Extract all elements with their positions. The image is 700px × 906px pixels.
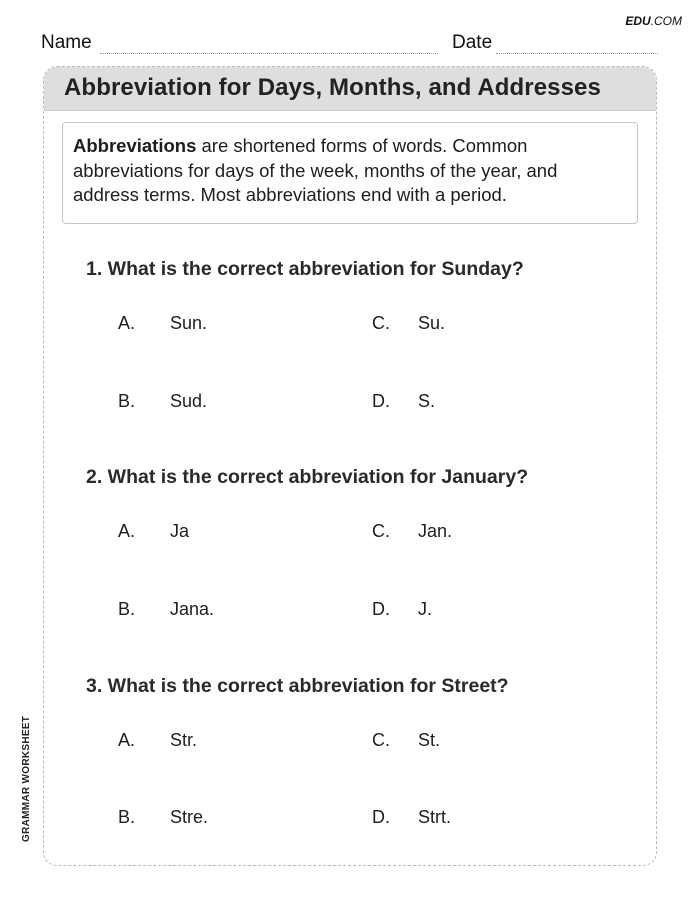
intro-term: Abbreviations <box>73 135 197 156</box>
answer-option-2d[interactable]: D. J. <box>372 599 433 619</box>
intro-box <box>62 122 638 224</box>
question-1: 1. What is the correct abbreviation for Sunday? <box>86 258 524 280</box>
answer-option-2c[interactable]: C. Jan. <box>372 521 453 541</box>
answer-option-2b[interactable]: B. Jana. <box>118 599 215 619</box>
side-label: GRAMMAR WORKSHEET <box>21 715 32 842</box>
answer-option-3c[interactable]: C. St. <box>372 730 441 750</box>
answer-option-1c[interactable]: C. Su. <box>372 313 446 333</box>
name-label: Name <box>41 32 92 53</box>
worksheet-panel <box>43 66 657 866</box>
answer-option-3d[interactable]: D. Strt. <box>372 807 452 827</box>
answer-option-1a[interactable]: A. Sun. <box>118 313 208 333</box>
worksheet-header <box>40 28 658 56</box>
date-line <box>496 53 658 54</box>
answer-option-2a[interactable]: A. Ja <box>118 521 190 541</box>
name-line <box>100 53 438 54</box>
answer-option-3a[interactable]: A. Str. <box>118 730 198 750</box>
answer-option-3b[interactable]: B. Stre. <box>118 807 209 827</box>
question-3: 3. What is the correct abbreviation for Street? <box>86 675 509 697</box>
title-bar <box>44 67 656 111</box>
date-label: Date <box>452 32 493 53</box>
brand-logo: EDU.COM <box>625 14 682 28</box>
answer-option-1d[interactable]: D. S. <box>372 391 436 411</box>
intro-text: are shortened forms of words. Common abbreviations for days of the week, months of the year, and address terms. Most abbreviations end with a period. <box>73 135 558 205</box>
answer-option-1b[interactable]: B. Sud. <box>118 391 208 411</box>
page-title: Abbreviation for Days, Months, and Addresses <box>64 74 601 101</box>
question-2: 2. What is the correct abbreviation for January? <box>86 466 529 488</box>
